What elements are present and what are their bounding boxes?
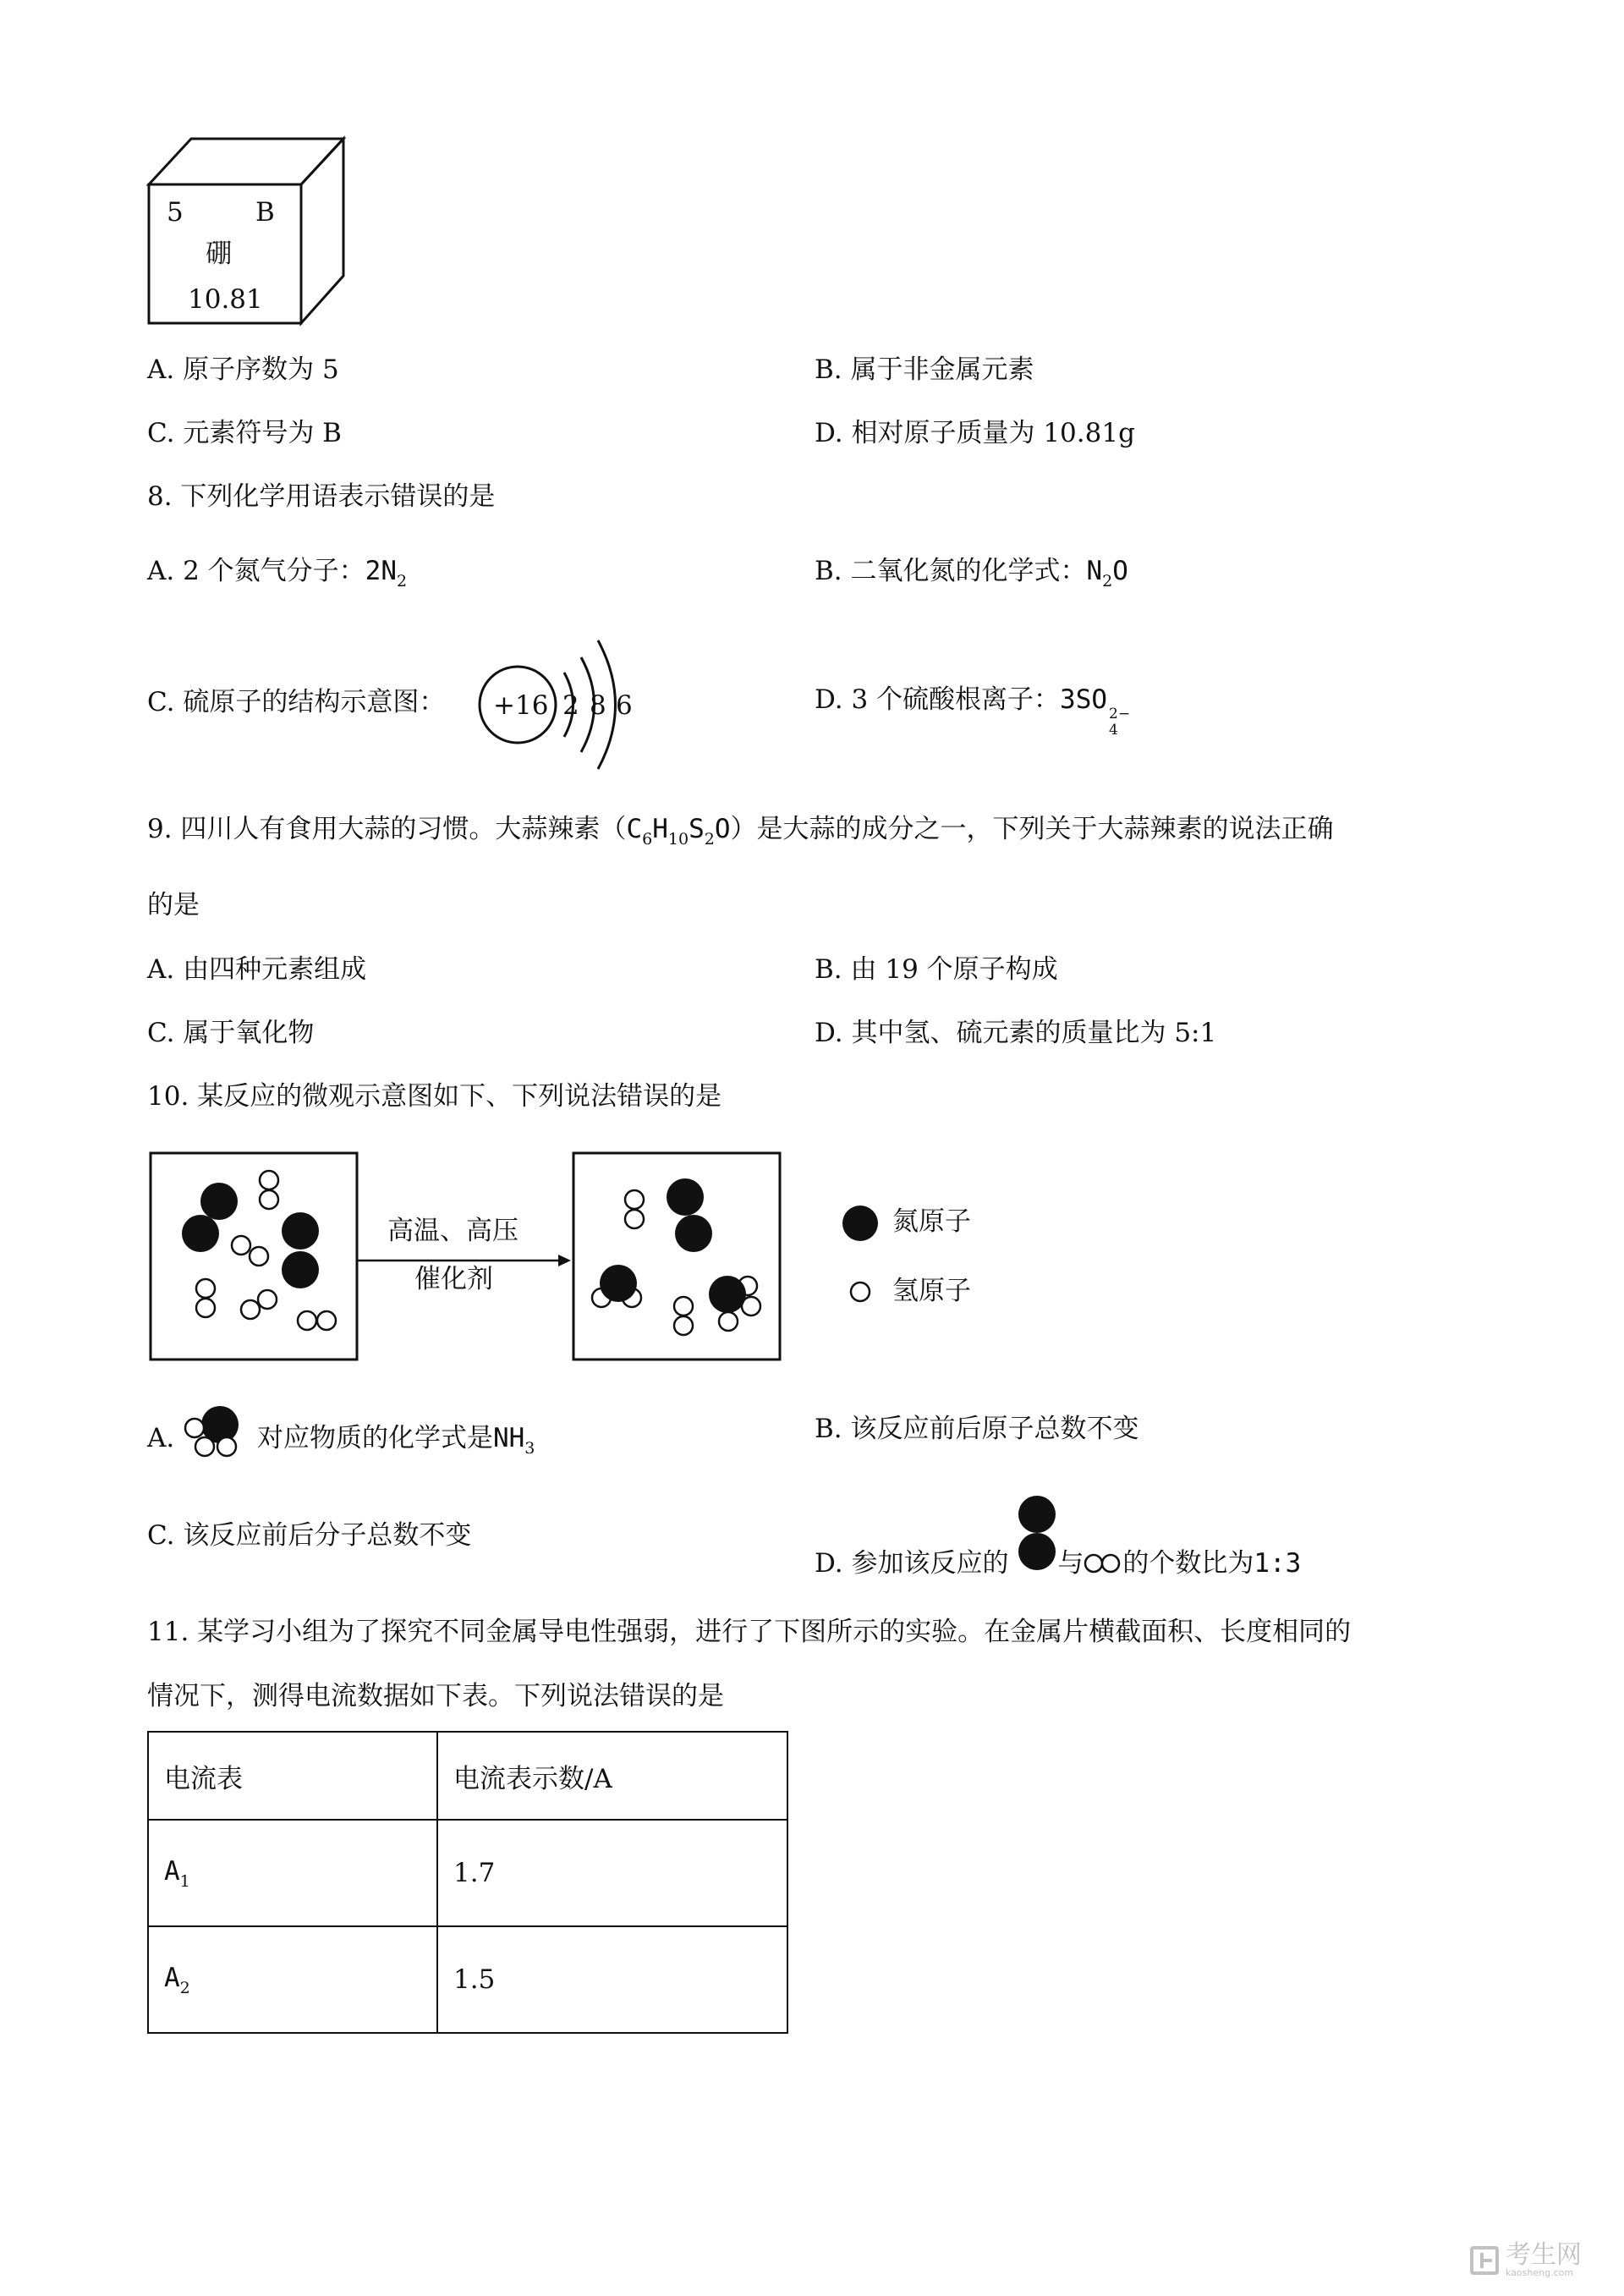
table-cell-meter: $A_2$: [148, 1926, 437, 2033]
sulfur-nucleus-charge: +16: [493, 690, 549, 721]
element-symbol: B: [255, 197, 275, 228]
watermark: [1470, 2240, 1582, 2278]
q10-option-b[interactable]: B. 该反应前后原子总数不变: [815, 1414, 1139, 1444]
legend-nitrogen: 氮原子: [892, 1206, 971, 1237]
q9-option-a[interactable]: A. 由四种元素组成: [147, 954, 367, 985]
nitrogen-molecule-icon: [1017, 1523, 1057, 1548]
q9-option-b[interactable]: B. 由 19 个原子构成: [815, 954, 1058, 985]
q8-stem: 8. 下列化学用语表示错误的是: [147, 481, 496, 512]
table-cell-value: 1.7: [437, 1820, 787, 1926]
ammonia-molecule-icon: [183, 1416, 249, 1450]
q10-option-d[interactable]: D. 参加该反应的 与 的个数比为1:3: [815, 1523, 1301, 1577]
watermark-subtext: kaosheng.com: [1506, 2267, 1574, 2278]
q9-option-d[interactable]: D. 其中氢、硫元素的质量比为 5:1: [815, 1018, 1217, 1048]
q7-option-a[interactable]: A. 原子序数为 5: [147, 354, 339, 385]
table-header-cell: 电流表: [148, 1732, 437, 1820]
element-mass: 10.81: [188, 284, 263, 315]
table-cell-meter: $A_1$: [148, 1820, 437, 1926]
sulfur-shell-3: 6: [616, 690, 633, 721]
q10-stem: 10. 某反应的微观示意图如下、下列说法错误的是: [147, 1081, 722, 1112]
legend-hydrogen: 氢原子: [892, 1276, 971, 1306]
reaction-microscopic-diagram: [144, 1146, 1100, 1366]
q11-stem-line1: 11. 某学习小组为了探究不同金属导电性强弱，进行了下图所示的实验。在金属片横截面积、长度相同的: [147, 1617, 1352, 1647]
reaction-condition-bottom: 催化剂: [414, 1264, 493, 1294]
reaction-condition-top: 高温、高压: [387, 1216, 518, 1246]
current-data-table: [147, 1731, 788, 2034]
q9-stem-line2: 的是: [147, 890, 200, 920]
n2-molecule: [182, 1183, 238, 1252]
nh3-molecule: [600, 1265, 637, 1302]
q8-option-c[interactable]: C. 硫原子的结构示意图：: [147, 687, 446, 717]
q7-option-c[interactable]: C. 元素符号为 B: [147, 418, 342, 448]
q10-option-a[interactable]: A. 对应物质的化学式是$NH_3$: [147, 1416, 535, 1457]
nh3-molecule: [709, 1276, 746, 1313]
element-name: 硼: [206, 239, 232, 269]
watermark-text: 考生网: [1506, 2240, 1582, 2270]
hydrogen-molecule-icon: [1084, 1552, 1122, 1573]
watermark-logo-icon: [1470, 2246, 1499, 2275]
sulfur-shell-2: 8: [590, 690, 606, 721]
q11-stem-line2: 情况下，测得电流数据如下表。下列说法错误的是: [147, 1681, 724, 1711]
table-header-cell: 电流表示数/A: [437, 1732, 787, 1820]
table-row: [148, 1926, 787, 2033]
q9-option-c[interactable]: C. 属于氧化物: [147, 1018, 315, 1048]
hydrogen-atom-legend-icon: [851, 1283, 870, 1301]
q8-option-b[interactable]: B. 二氧化氮的化学式：$N_2O$: [815, 556, 1128, 590]
q8-option-d[interactable]: D. 3 个硫酸根离子：3SO 2− 4: [815, 684, 1131, 739]
nitrogen-atom-legend-icon: [842, 1206, 878, 1241]
table-cell-value: 1.5: [437, 1926, 787, 2033]
sulfur-shell-1: 2: [562, 690, 579, 721]
q7-option-d[interactable]: D. 相对原子质量为 10.81g: [815, 418, 1135, 448]
n2-molecule: [667, 1178, 712, 1252]
element-number: 5: [167, 197, 184, 228]
n2-molecule: [282, 1212, 319, 1288]
q8-option-a[interactable]: A. 2 个氮气分子：$2N_2$: [147, 556, 408, 590]
q10-option-c[interactable]: C. 该反应前后分子总数不变: [147, 1520, 472, 1551]
table-header-row: [148, 1732, 787, 1820]
q7-option-b[interactable]: B. 属于非金属元素: [815, 354, 1034, 385]
table-row: [148, 1820, 787, 1926]
q9-stem: 9. 四川人有食用大蒜的习惯。大蒜辣素$(C_6H_{10}S_2O)$是大蒜的成分之一，下列关于大蒜辣素的说法正确: [147, 814, 1334, 849]
